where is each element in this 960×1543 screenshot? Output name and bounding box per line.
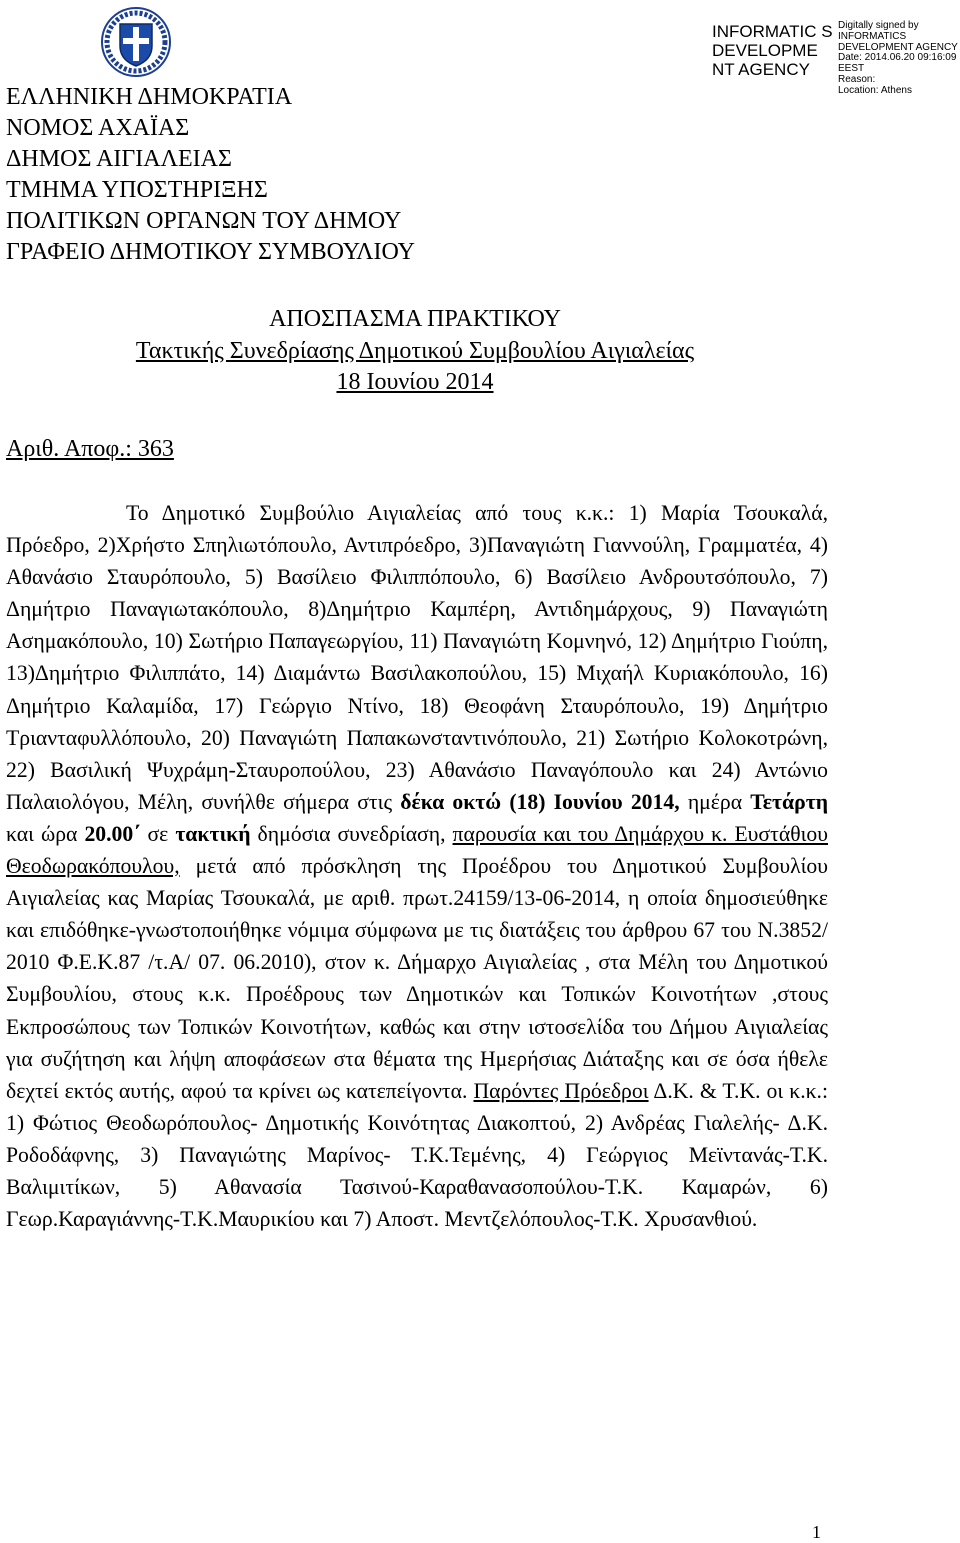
session-suffix: δημόσια συνεδρίαση, — [257, 821, 446, 846]
members-text: Το Δημοτικό Συμβούλιο Αιγιαλείας από τους κ.κ.: 1) Μαρία Τσουκαλά, Πρόεδρο, 2)Χρήστο Σπηλιωτόπουλο, Αντιπρόεδρο, 3)Παναγιώτη Γιαννούλη, Γραμματέα, 4) Αθανάσιο Σταυρόπουλο, 5) Βασίλειο Φιλιππόπουλο, 6) Βασίλειο Ανδρουτσόπουλο, 7) Δημήτριο Παναγιωτακόπουλο, 8)Δημήτριο Καμπέρη, Αντιδημάρχους, 9) Παναγιώτη Ασημακόπουλο, 10) Σωτήριο Παπαγεωργίου, 11) Παναγιώτη Κομνηνό, 12) Δημήτριο Γιούπη, 13)Δημήτριο Φιλιππάτο, 14) Διαμάντω Βασιλακοπούλου, 15) Μιχαήλ Κυριακόπουλο, 16) Δημήτριο Καλαμίδα, 17) Γεώργιο Ντίνο, 18) Θεοφάνη Σταυρόπουλο, 19) Δημήτριο Τριανταφυλλόπουλο, 20) Παναγιώτη Παπακωνσταντινόπουλο, 21) Σωτήριο Κολοκοτρώνη, 22) Βασιλική Ψυχράμη-Σταυροπούλου, 23) Αθανάσιο Παναγόπουλο και 24) Αντώνιο Παλαιολόγου, Μέλη, συνήλθε σήμερα στις — [6, 501, 828, 814]
header-line: ΕΛΛΗΝΙΚΗ ΔΗΜΟΚΡΑΤΙΑ — [6, 84, 293, 110]
title-line-3: 18 Ιουνίου 2014 — [336, 369, 494, 395]
document-title — [0, 304, 830, 399]
signature-line: INFORMATICS — [838, 30, 907, 42]
document-body — [6, 497, 828, 1235]
time-prefix: και ώρα — [6, 821, 78, 846]
session-type: τακτική — [175, 821, 251, 846]
signature-details — [838, 21, 960, 97]
signature-line: Location: Athens — [838, 84, 912, 96]
header-line: ΠΟΛΙΤΙΚΩΝ ΟΡΓΑΝΩΝ ΤΟΥ ΔΗΜΟΥ — [6, 208, 402, 234]
presidents-text: Δ.Κ. & Τ.Κ. οι κ.κ.: 1) Φώτιος Θεοδωρόπουλος- Δημοτικής Κοινότητας Διακοπτού, 2) Ανδρέας Γιαλελής- Δ.Κ. Ροδοδάφνης, 3) Παναγιώτης Μαρίνος- Τ.Κ.Τεμένης, 4) Γεώργιος Μεϊντανάς-Τ.Κ. Βαλιμιτίκων, 5) Αθανασία Τασινού-Καραθανασοπούλου-Τ.Κ. Καμαρών, 6) Γεωρ.Καραγιάννης-Τ.Κ.Μαυρικίου και 7) Αποστ. Μεντζελόπουλος-Τ.Κ. Χρυσανθιού. — [6, 1078, 828, 1232]
header-line: ΔΗΜΟΣ ΑΙΓΙΑΛΕΙΑΣ — [6, 146, 232, 172]
mayor-presence: παρουσία και του Δημάρχου κ. Ευστάθιου Θεοδωρακόπουλου, — [6, 821, 828, 879]
signature-line: Date: 2014.06.20 09:16:09 — [838, 52, 957, 64]
signature-line: Reason: — [838, 73, 876, 85]
meeting-time: 20.00΄ — [84, 821, 141, 846]
header-line: ΝΟΜΟΣ ΑΧΑΪΑΣ — [6, 115, 190, 141]
meeting-date: δέκα οκτώ (18) Ιουνίου 2014, — [400, 789, 680, 814]
session-prefix: σε — [147, 821, 169, 846]
decision-number: Αριθ. Αποφ.: 363 — [6, 436, 174, 462]
day-prefix: ημέρα — [687, 789, 743, 814]
greek-state-emblem — [100, 6, 172, 78]
signature-line: Digitally signed by — [838, 20, 919, 31]
signature-line: DEVELOPMENT AGENCY — [838, 41, 958, 53]
signature-line: EEST — [838, 63, 865, 75]
header-line: ΤΜΗΜΑ ΥΠΟΣΤΗΡΙΞΗΣ — [6, 177, 268, 203]
title-line-1: ΑΠΟΣΠΑΣΜΑ ΠΡΑΚΤΙΚΟΥ — [269, 306, 561, 332]
meeting-day: Τετάρτη — [750, 789, 829, 814]
body-paragraph — [6, 497, 828, 1235]
invitation-text: μετά από πρόσκληση της Προέδρου του Δημοτικού Συμβουλίου Αιγιαλείας κας Μαρίας Τσουκαλά, με αριθ. πρωτ.24159/13-06-2014, η οποία δημοσιεύθηκε και επιδόθηκε-γνωστοποιήθηκε νόμιμα σύμφωνα με τις διατάξεις του άρθρου 67 του Ν.3852/ 2010 Φ.Ε.Κ.87 /τ.Α/ 07. 06.2010), στον κ. Δήμαρχο Αιγιαλείας , στα Μέλη του Δημοτικού Συμβουλίου, στους κ.κ. Προέδρους των Δημοτικών και Τοπικών Κοινοτήτων ,στους Εκπροσώπους των Τοπικών Κοινοτήτων, καθώς και στην ιστοσελίδα του Δήμου Αιγιαλείας για συζήτηση και λήψη αποφάσεων στα θέματα της Ημερήσιας Διάταξης και σε όσα ήθελε δεχτεί εκτός αυτής, αφού τα κρίνει ως κατεπείγοντα. — [6, 854, 829, 1103]
header-line: ΓΡΑΦΕΙΟ ΔΗΜΟΤΙΚΟΥ ΣΥΜΒΟΥΛΙΟΥ — [6, 239, 415, 265]
presidents-label: Παρόντες Πρόεδροι — [473, 1078, 649, 1103]
page-number: 1 — [812, 1522, 821, 1542]
title-line-2: Τακτικής Συνεδρίασης Δημοτικού Συμβουλίου Αιγιαλείας — [135, 337, 695, 364]
signature-name-block: INFORMATIC S DEVELOPME NT AGENCY — [712, 22, 833, 79]
issuing-authority-header — [6, 82, 415, 268]
